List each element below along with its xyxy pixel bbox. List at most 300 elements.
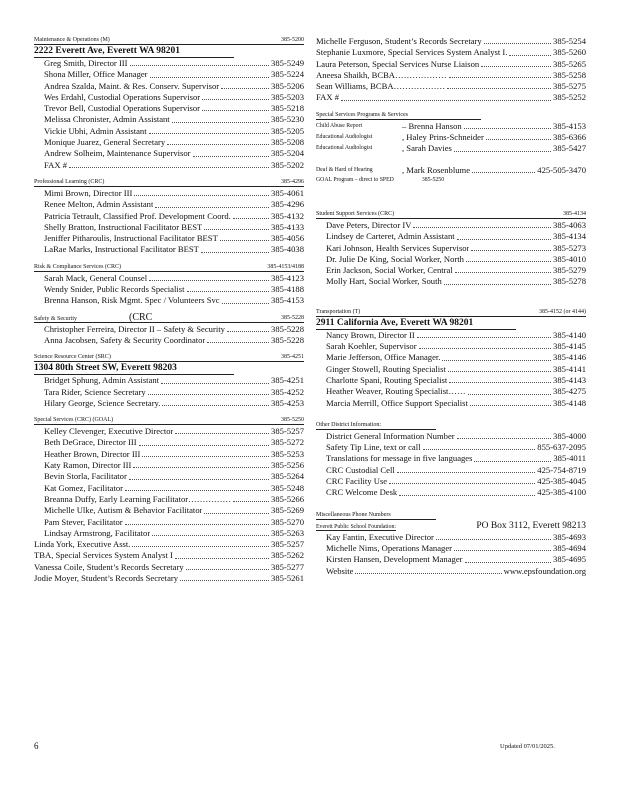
dot-leader bbox=[470, 398, 551, 406]
section-title-text: Professional Learning (CRC) bbox=[34, 178, 105, 185]
dot-leader bbox=[152, 528, 269, 536]
directory-entry bbox=[316, 543, 586, 554]
section-header bbox=[34, 178, 304, 187]
entry-name: TBA, Special Services System Analyst I bbox=[34, 550, 173, 561]
section-header bbox=[316, 511, 436, 520]
special-services-continued bbox=[316, 36, 586, 104]
entry-name: Lindsay Armstrong, Facilitator bbox=[44, 527, 151, 538]
directory-entry bbox=[316, 330, 586, 341]
directory-entry bbox=[316, 453, 586, 464]
directory-entry bbox=[316, 352, 586, 363]
dot-leader bbox=[175, 550, 269, 558]
entry-name: CRC Welcome Desk bbox=[326, 487, 398, 498]
entry-name: Translations for message in five languages bbox=[326, 453, 473, 464]
directory-entry bbox=[316, 465, 586, 476]
entry-phone: 385-5264 bbox=[271, 471, 304, 482]
entry-phone: 385-5204 bbox=[271, 148, 304, 159]
entry-name: Heather Brown, Director III bbox=[44, 448, 141, 459]
program-phone: 385-6366 bbox=[553, 132, 586, 143]
program-label: Child Abuse Report bbox=[316, 122, 363, 129]
directory-entry bbox=[316, 254, 586, 265]
entry-name: Marcia Merrill, Office Support Specialist bbox=[326, 397, 468, 408]
entry-name: Mimi Brown, Director III bbox=[44, 187, 133, 198]
section-phone: 385-5228 bbox=[281, 314, 304, 321]
dot-leader bbox=[486, 132, 551, 140]
directory-section bbox=[34, 353, 304, 409]
entry-name: Kirsten Hansen, Development Manager bbox=[326, 554, 463, 565]
entry-name: Stephanie Luxmore, Special Services System Analyst I. bbox=[316, 47, 508, 58]
entry-phone: 385-5270 bbox=[271, 516, 304, 527]
entry-name: Kari Johnson, Health Services Supervisor bbox=[326, 242, 470, 253]
directory-entry bbox=[34, 222, 304, 233]
directory-entry bbox=[316, 487, 586, 498]
section-title bbox=[34, 311, 153, 323]
directory-entry bbox=[316, 386, 586, 397]
program-phone: 385-4153 bbox=[553, 120, 586, 131]
entry-phone: 385-4038 bbox=[271, 244, 304, 255]
section-title bbox=[316, 421, 381, 429]
entry-phone: 425-385-4100 bbox=[537, 487, 586, 498]
entry-name: Patricia Tetrault, Classified Prof. Development Coord. bbox=[44, 210, 231, 221]
entry-name: Kay Fantin, Executive Director bbox=[326, 531, 434, 542]
directory-entry bbox=[34, 69, 304, 80]
entry-phone: 385-4694 bbox=[553, 542, 586, 553]
entry-name: Bridget Sphung, Admin Assistant bbox=[44, 375, 160, 386]
directory-entry bbox=[316, 92, 586, 103]
entry-phone: 385-4011 bbox=[553, 453, 586, 464]
directory-section bbox=[316, 210, 586, 288]
dot-leader bbox=[150, 69, 270, 77]
program-label: Educational Audiologist bbox=[316, 145, 373, 152]
entry-phone: 385-4123 bbox=[271, 272, 304, 283]
dot-leader bbox=[175, 426, 269, 434]
foundation-address: PO Box 3112, Everett 98213 bbox=[476, 520, 586, 531]
section-phone: 385-4251 bbox=[281, 354, 304, 361]
entry-phone: 385-4145 bbox=[553, 341, 586, 352]
entry-phone: 385-5263 bbox=[271, 527, 304, 538]
entry-phone: 385-5261 bbox=[271, 572, 304, 583]
directory-entry bbox=[34, 483, 304, 494]
dot-leader bbox=[201, 244, 269, 252]
section-header bbox=[34, 416, 304, 425]
entry-name: Heather Weaver, Routing Specialist…… bbox=[326, 386, 466, 397]
directory-section bbox=[34, 178, 304, 256]
section-header bbox=[316, 308, 586, 317]
dot-leader bbox=[186, 562, 269, 570]
entry-phone: 385-5230 bbox=[271, 114, 304, 125]
entry-name: Kelley Clevenger, Executive Director bbox=[44, 426, 174, 437]
entry-name: Bevin Storla, Facilitator bbox=[44, 471, 127, 482]
entry-phone: 385-5257 bbox=[271, 539, 304, 550]
entry-name: Jodie Moyer, Student’s Records Secretary bbox=[34, 572, 179, 583]
section-phone: 385-4153/4188 bbox=[267, 263, 304, 270]
entry-phone: 385-4134 bbox=[553, 231, 586, 242]
entry-phone: 385-5262 bbox=[271, 550, 304, 561]
directory-section bbox=[34, 416, 304, 584]
directory-entry bbox=[34, 437, 304, 448]
entry-phone: 385-5205 bbox=[271, 125, 304, 136]
entry-name: Greg Smith, Director III bbox=[44, 58, 128, 68]
section-title-text: Safety & Security bbox=[34, 315, 77, 322]
program-phone: 385-5427 bbox=[553, 143, 586, 154]
right-column bbox=[316, 36, 586, 584]
entry-name: Website bbox=[326, 565, 354, 576]
directory-entry bbox=[316, 231, 586, 242]
program-label: Deaf & Hard of Hearing bbox=[316, 166, 373, 173]
entry-phone: 385-4061 bbox=[271, 187, 304, 198]
program-contact: , Sarah Davies bbox=[402, 143, 452, 154]
entry-name: Ginger Stowell, Routing Specialist bbox=[326, 363, 446, 374]
dot-leader bbox=[481, 59, 551, 67]
page-number: 6 bbox=[34, 741, 39, 751]
entry-phone: 385-5218 bbox=[271, 103, 304, 114]
directory-section bbox=[34, 311, 304, 347]
program-phone: 425-505-3470 bbox=[537, 164, 586, 175]
directory-entry bbox=[34, 398, 304, 409]
entry-phone: 385-5224 bbox=[271, 69, 304, 80]
entry-name: Trevor Bell, Custodial Operations Supervisor bbox=[44, 103, 201, 114]
entry-phone: 385-4153 bbox=[271, 295, 304, 306]
section-title bbox=[34, 416, 113, 424]
entry-phone: 385-5277 bbox=[271, 561, 304, 572]
directory-entry bbox=[316, 442, 586, 453]
dot-leader bbox=[207, 335, 269, 343]
directory-entry bbox=[316, 243, 586, 254]
section-address: 2911 California Ave, Everett WA 98201 bbox=[316, 318, 516, 330]
entry-phone: 385-4141 bbox=[553, 363, 586, 374]
entry-phone: 385-5273 bbox=[553, 242, 586, 253]
section-title-text: Transportation (T) bbox=[316, 308, 361, 315]
dot-leader bbox=[193, 148, 270, 156]
dot-leader bbox=[449, 70, 551, 78]
dot-leader bbox=[221, 81, 269, 89]
directory-entry bbox=[34, 550, 304, 561]
entry-name: Michelle Ulke, Autism & Behavior Facilitator bbox=[44, 505, 203, 516]
directory-entry bbox=[316, 265, 586, 276]
directory-entry bbox=[34, 233, 304, 244]
dot-leader bbox=[397, 465, 536, 473]
dot-leader bbox=[442, 352, 551, 360]
entry-name: Katy Ramon, Director III bbox=[44, 460, 132, 471]
dot-leader bbox=[444, 276, 551, 284]
dot-leader bbox=[466, 254, 551, 262]
dot-leader bbox=[187, 284, 270, 292]
entry-phone: 385-5260 bbox=[553, 47, 586, 58]
entry-phone: 425-754-8719 bbox=[537, 464, 586, 475]
goal-label: GOAL Program – direct to SPED bbox=[316, 176, 394, 183]
dot-leader bbox=[149, 126, 269, 134]
section-title-extra: (CRC bbox=[129, 311, 153, 323]
entry-name: Christopher Ferreira, Director II – Safety & Security bbox=[44, 323, 225, 334]
program-contact: , Mark Rosenblume bbox=[402, 164, 471, 175]
directory-entry bbox=[316, 59, 586, 70]
entry-phone: 385-4296 bbox=[271, 199, 304, 210]
dot-leader bbox=[162, 398, 269, 406]
directory-entry bbox=[34, 137, 304, 148]
directory-entry bbox=[34, 160, 304, 171]
directory-entry bbox=[34, 375, 304, 386]
entry-name: Beth DeGrace, Director III bbox=[44, 437, 137, 448]
entry-name: Michelle Ferguson, Student’s Records Secretary bbox=[316, 36, 482, 46]
directory-entry bbox=[34, 114, 304, 125]
entry-name: Safety Tip Line, text or call bbox=[326, 442, 421, 453]
directory-entry bbox=[34, 505, 304, 516]
directory-entry bbox=[34, 284, 304, 295]
directory-entry bbox=[34, 573, 304, 584]
dot-leader bbox=[148, 387, 269, 395]
section-title-text: Science Resource Center (SRC) bbox=[34, 354, 111, 361]
dot-leader bbox=[454, 543, 551, 551]
directory-entry bbox=[34, 449, 304, 460]
dot-leader bbox=[389, 476, 535, 484]
dot-leader bbox=[132, 539, 269, 547]
directory-entry bbox=[34, 126, 304, 137]
dot-leader bbox=[484, 36, 551, 44]
directory-entry bbox=[34, 387, 304, 398]
entry-name: Shelly Bratton, Instructional Facilitator BEST bbox=[44, 221, 203, 232]
section-title bbox=[34, 263, 121, 271]
entry-name: Pam Stever, Facilitator bbox=[44, 516, 123, 527]
entry-name: Andrew Solheim, Maintenance Supervisor bbox=[44, 148, 191, 159]
entry-name: District General Information Number bbox=[326, 430, 455, 441]
dot-leader bbox=[449, 375, 551, 383]
directory-entry bbox=[34, 148, 304, 159]
entry-phone: 385-5278 bbox=[553, 276, 586, 287]
directory-entry bbox=[34, 273, 304, 284]
dot-leader bbox=[474, 453, 551, 461]
section-title: Special Services Programs & Services bbox=[316, 111, 408, 118]
section-header bbox=[34, 353, 304, 362]
section-address: 1304 80th Street SW, Everett 98203 bbox=[34, 363, 234, 375]
dot-leader bbox=[233, 211, 269, 219]
goal-note bbox=[316, 176, 586, 184]
directory-entry bbox=[34, 471, 304, 482]
dot-leader bbox=[149, 273, 269, 281]
entry-phone: 425-385-4045 bbox=[537, 476, 586, 487]
directory-entry bbox=[34, 562, 304, 573]
program-contact: , Haley Prins-Schneider bbox=[402, 132, 484, 143]
dot-leader bbox=[423, 442, 536, 450]
entry-phone: www.epsfoundation.org bbox=[503, 565, 586, 576]
entry-phone: 385-5265 bbox=[553, 58, 586, 69]
entry-phone: 385-5253 bbox=[271, 448, 304, 459]
dot-leader bbox=[465, 554, 552, 562]
entry-name: Kat Gomez, Facilitator bbox=[44, 482, 123, 493]
dot-leader bbox=[202, 92, 269, 100]
dot-leader bbox=[457, 431, 551, 439]
dot-leader bbox=[204, 505, 269, 513]
entry-name: Charlotte Spani, Routing Specialist bbox=[326, 374, 448, 385]
entry-phone: 385-4143 bbox=[553, 374, 586, 385]
entry-phone: 385-4252 bbox=[271, 386, 304, 397]
entry-phone: 385-5228 bbox=[271, 323, 304, 334]
directory-entry bbox=[34, 211, 304, 222]
directory-entry bbox=[316, 70, 586, 81]
entry-name: Michelle Nims, Operations Manager bbox=[326, 542, 453, 553]
dot-leader bbox=[172, 114, 269, 122]
entry-phone: 385-5256 bbox=[271, 460, 304, 471]
entry-name: Laura Peterson, Special Services Nurse Liaison bbox=[316, 58, 480, 69]
dot-leader bbox=[341, 92, 551, 100]
goal-phone: 385-5250 bbox=[421, 176, 445, 183]
entry-name: Sarah Mack, General Counsel bbox=[44, 272, 148, 283]
directory-entry bbox=[34, 539, 304, 550]
entry-phone: 385-4056 bbox=[271, 233, 304, 244]
section-title-text: Maintenance & Operations (M) bbox=[34, 37, 110, 43]
section-header bbox=[316, 111, 481, 120]
entry-name: LaRae Marks, Instructional Facilitator BEST bbox=[44, 244, 199, 255]
dot-leader bbox=[142, 449, 269, 457]
directory-entry bbox=[34, 335, 304, 346]
entry-name: Dave Peters, Director IV bbox=[326, 219, 412, 230]
section-phone: 385-4134 bbox=[563, 210, 586, 217]
entry-phone: 385-4148 bbox=[553, 397, 586, 408]
entry-name: Anna Jacobsen, Safety & Security Coordinator bbox=[44, 334, 206, 345]
entry-phone: 385-5249 bbox=[271, 58, 304, 68]
entry-phone: 385-4010 bbox=[553, 253, 586, 264]
entry-phone: 385-4693 bbox=[553, 531, 586, 542]
foundation-label: Everett Public School Foundation: bbox=[316, 523, 397, 530]
section-title bbox=[316, 308, 360, 316]
dot-leader bbox=[125, 517, 269, 525]
dot-leader bbox=[69, 160, 269, 168]
foundation-row bbox=[316, 521, 586, 532]
directory-entry bbox=[316, 398, 586, 409]
dot-leader bbox=[472, 165, 535, 173]
directory-entry bbox=[34, 494, 304, 505]
dot-leader bbox=[457, 231, 551, 239]
directory-entry bbox=[34, 324, 304, 335]
program-entry bbox=[316, 121, 586, 132]
entry-phone: 385-4132 bbox=[271, 210, 304, 221]
section-header bbox=[316, 210, 586, 219]
program-entry bbox=[316, 165, 586, 176]
entry-name: Shona Miller, Office Manager bbox=[44, 69, 148, 80]
entry-phone: 385-4140 bbox=[553, 329, 586, 340]
entry-name: Lindsey de Carteret, Admin Assistant bbox=[326, 231, 455, 242]
program-entry bbox=[316, 132, 586, 143]
section-header bbox=[34, 263, 304, 272]
dot-leader bbox=[455, 265, 551, 273]
entry-phone: 385-4063 bbox=[553, 219, 586, 230]
dot-leader bbox=[399, 487, 535, 495]
dot-leader bbox=[129, 471, 269, 479]
entry-name: Monique Juarez, General Secretary bbox=[44, 137, 166, 148]
left-column bbox=[34, 36, 304, 591]
section-title bbox=[316, 210, 394, 218]
updated-date: Updated 07/01/2025. bbox=[500, 743, 555, 750]
entry-phone: 385-5208 bbox=[271, 137, 304, 148]
directory-entry bbox=[34, 517, 304, 528]
section-header bbox=[34, 311, 304, 323]
section-header bbox=[34, 36, 304, 45]
section-phone: 385-4152 (or 4144) bbox=[539, 308, 586, 315]
directory-entry bbox=[316, 532, 586, 543]
directory-entry bbox=[316, 554, 586, 565]
entry-name: CRC Custodial Cell bbox=[326, 464, 395, 475]
entry-name: Vanessa Coile, Student’s Records Secretary bbox=[34, 561, 184, 572]
directory-entry bbox=[316, 364, 586, 375]
entry-phone: 385-4275 bbox=[553, 386, 586, 397]
dot-leader bbox=[509, 47, 551, 55]
entry-name: Andrea Szalda, Maint. & Res. Conserv. Supervisor bbox=[44, 80, 220, 91]
entry-phone: 385-5252 bbox=[553, 92, 586, 103]
directory-entry bbox=[316, 566, 586, 577]
dot-leader bbox=[134, 188, 269, 196]
programs-section bbox=[316, 111, 586, 184]
section-title: Miscellaneous Phone Numbers bbox=[316, 511, 391, 518]
entry-phone: 385-4000 bbox=[553, 430, 586, 441]
dot-leader bbox=[233, 494, 269, 502]
entry-name: FAX # bbox=[44, 159, 67, 170]
entry-phone: 385-5272 bbox=[271, 437, 304, 448]
section-title-text: Other District Information: bbox=[316, 421, 381, 428]
entry-name: Nancy Brown, Director II bbox=[326, 329, 415, 340]
entry-phone: 385-5203 bbox=[271, 91, 304, 102]
section-phone: 385-5250 bbox=[281, 417, 304, 424]
dot-leader bbox=[436, 532, 551, 540]
entry-phone: 385-4695 bbox=[553, 554, 586, 565]
dot-leader bbox=[447, 81, 551, 89]
directory-entry bbox=[34, 528, 304, 539]
section-title bbox=[34, 178, 104, 186]
dot-leader bbox=[454, 143, 551, 151]
dot-leader bbox=[468, 386, 551, 394]
directory-entry bbox=[316, 276, 586, 287]
entry-phone: 385-4188 bbox=[271, 284, 304, 295]
dot-leader bbox=[180, 573, 269, 581]
entry-name: Breanna Duffy, Early Learning Facilitator…………… bbox=[44, 493, 232, 504]
misc-section bbox=[316, 511, 586, 577]
directory-entry bbox=[34, 426, 304, 437]
entry-phone: 385-5228 bbox=[271, 334, 304, 345]
entry-name: Dr. Julie De King, Social Worker, North bbox=[326, 253, 464, 264]
entry-name: Molly Hart, Social Worker, South bbox=[326, 276, 442, 287]
dot-leader bbox=[167, 137, 269, 145]
directory-entry bbox=[34, 81, 304, 92]
section-title-text: Student Support Services (CRC) bbox=[316, 210, 395, 217]
directory-section bbox=[316, 308, 586, 409]
directory-section bbox=[34, 36, 304, 171]
dot-leader bbox=[161, 375, 269, 383]
entry-name: Sean Williams, BCBA……………… bbox=[316, 81, 446, 92]
entry-name: Erin Jackson, Social Worker, Central bbox=[326, 265, 453, 276]
directory-entry bbox=[34, 460, 304, 471]
directory-entry bbox=[34, 103, 304, 114]
dot-leader bbox=[413, 220, 551, 228]
entry-name: Marie Jefferson, Office Manager. bbox=[326, 352, 441, 363]
dot-leader bbox=[227, 324, 269, 332]
program-contact: – Brenna Hanson bbox=[402, 120, 462, 131]
dot-leader bbox=[202, 103, 269, 111]
entry-phone: 385-5275 bbox=[553, 81, 586, 92]
section-phone: 385-4296 bbox=[281, 178, 304, 185]
section-address: 2222 Everett Ave, Everett WA 98201 bbox=[34, 46, 234, 58]
directory-entry bbox=[34, 199, 304, 210]
dot-leader bbox=[355, 566, 501, 574]
entry-name: Linda York, Executive Asst. bbox=[34, 539, 131, 550]
directory-entry bbox=[34, 92, 304, 103]
directory-entry bbox=[316, 220, 586, 231]
entry-name: Tara Rider, Science Secretary bbox=[44, 386, 146, 397]
section-header bbox=[316, 421, 436, 430]
entry-phone: 385-5258 bbox=[553, 69, 586, 80]
entry-phone: 385-5269 bbox=[271, 505, 304, 516]
directory-entry bbox=[316, 431, 586, 442]
entry-name: Sarah Koehler, Supervisor bbox=[326, 341, 417, 352]
entry-name: Brenna Hanson, Risk Mgmt. Spec / Volunteers Svc bbox=[44, 295, 220, 306]
directory-entry bbox=[34, 188, 304, 199]
